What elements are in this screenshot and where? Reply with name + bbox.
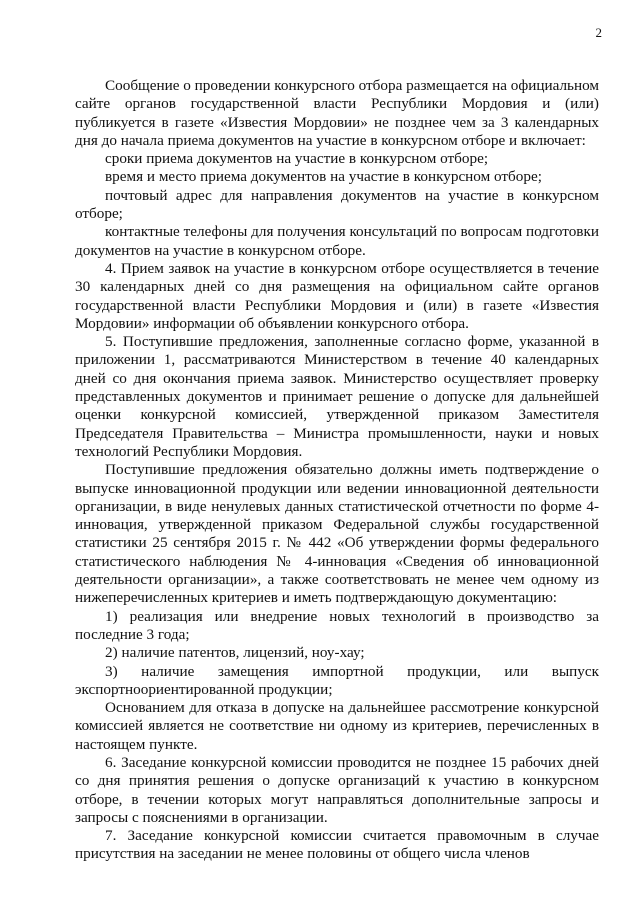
paragraph-list-item: время и место приема документов на участие в конкурсном отборе; (105, 168, 542, 186)
paragraph-criterion-3: 3) наличие замещения импортной продукции, или выпуск экспортноориентированной продукции; (75, 662, 599, 698)
document-body (75, 77, 599, 864)
paragraph-section-7: 7. Заседание конкурсной комиссии считается правомочным в случае присутствия на заседании не менее половины от общего числа членов (75, 827, 599, 863)
paragraph-section-4: 4. Прием заявок на участие в конкурсном отборе осуществляется в течение 30 календарных дней со дня размещения на официальном сайте органов государственной власти Республики Мордовия и (или) в газете «Известия Мордовии» информации об объявлении конкурсного отбора. (75, 259, 599, 332)
paragraph-criterion-2: 2) наличие патентов, лицензий, ноу-хау; (105, 644, 365, 662)
paragraph-announcement: Сообщение о проведении конкурсного отбора размещается на официальном сайте органов государственной власти Республики Мордовия и (или) публикуется в газете «Известия Мордовии» не позднее чем за 3 календарных дня до начала приема документов на участие в конкурсном отборе и включает: (75, 77, 600, 149)
paragraph-list-item: сроки приема документов на участие в конкурсном отборе; (105, 150, 489, 168)
paragraph-list-item: контактные телефоны для получения консультаций по вопросам подготовки документов на участие в конкурсном отборе. (75, 223, 599, 259)
paragraph-section-5: 5. Поступившие предложения, заполненные согласно форме, указанной в приложении 1, рассматриваются Министерством в течение 40 календарных дней со дня окончания приема заявок. Министерство осуществляет проверку представленных документов и принимает решение о допуске для дальнейшей оценки конкурсной комиссией, утвержденной приказом Заместителя Председателя Правительства – Министра промышленности, науки и новых технологий Республики Мордовия. (75, 333, 599, 460)
paragraph-list-item: почтовый адрес для направления документов на участие в конкурсном отборе; (75, 186, 599, 223)
paragraph-requirements: Поступившие предложения обязательно должны иметь подтверждение о выпуске инновационной продукции или ведении инновационной деятельности организации, в виде ненулевых данных статистической отчетности по форме 4-инновация, утвержденной приказом Федеральной службы государственной статистики 25 сентября 2015 г. № 442 «Об утверждении формы федерального статистического наблюдения № 4-инновация «Сведения об инновационной деятельности организации», а также соответствовать не менее чем одному из нижеперечисленных критериев и иметь подтверждающую документацию: (75, 461, 599, 607)
page-number: 2 (595, 25, 602, 40)
paragraph-criterion-1: 1) реализация или внедрение новых технологий в производство за последние 3 года; (75, 607, 599, 643)
paragraph-refusal-basis: Основанием для отказа в допуске на дальнейшее рассмотрение конкурсной комиссией является не соответствие ни одному из критериев, перечисленных в настоящем пункте. (75, 699, 599, 753)
paragraph-section-6: 6. Заседание конкурсной комиссии проводится не позднее 15 рабочих дней со дня принятия решения о допуске организаций к участию в конкурсном отборе, в течении которых могут направляться дополнительные запросы и запросы с пояснениями в организации. (75, 753, 599, 826)
